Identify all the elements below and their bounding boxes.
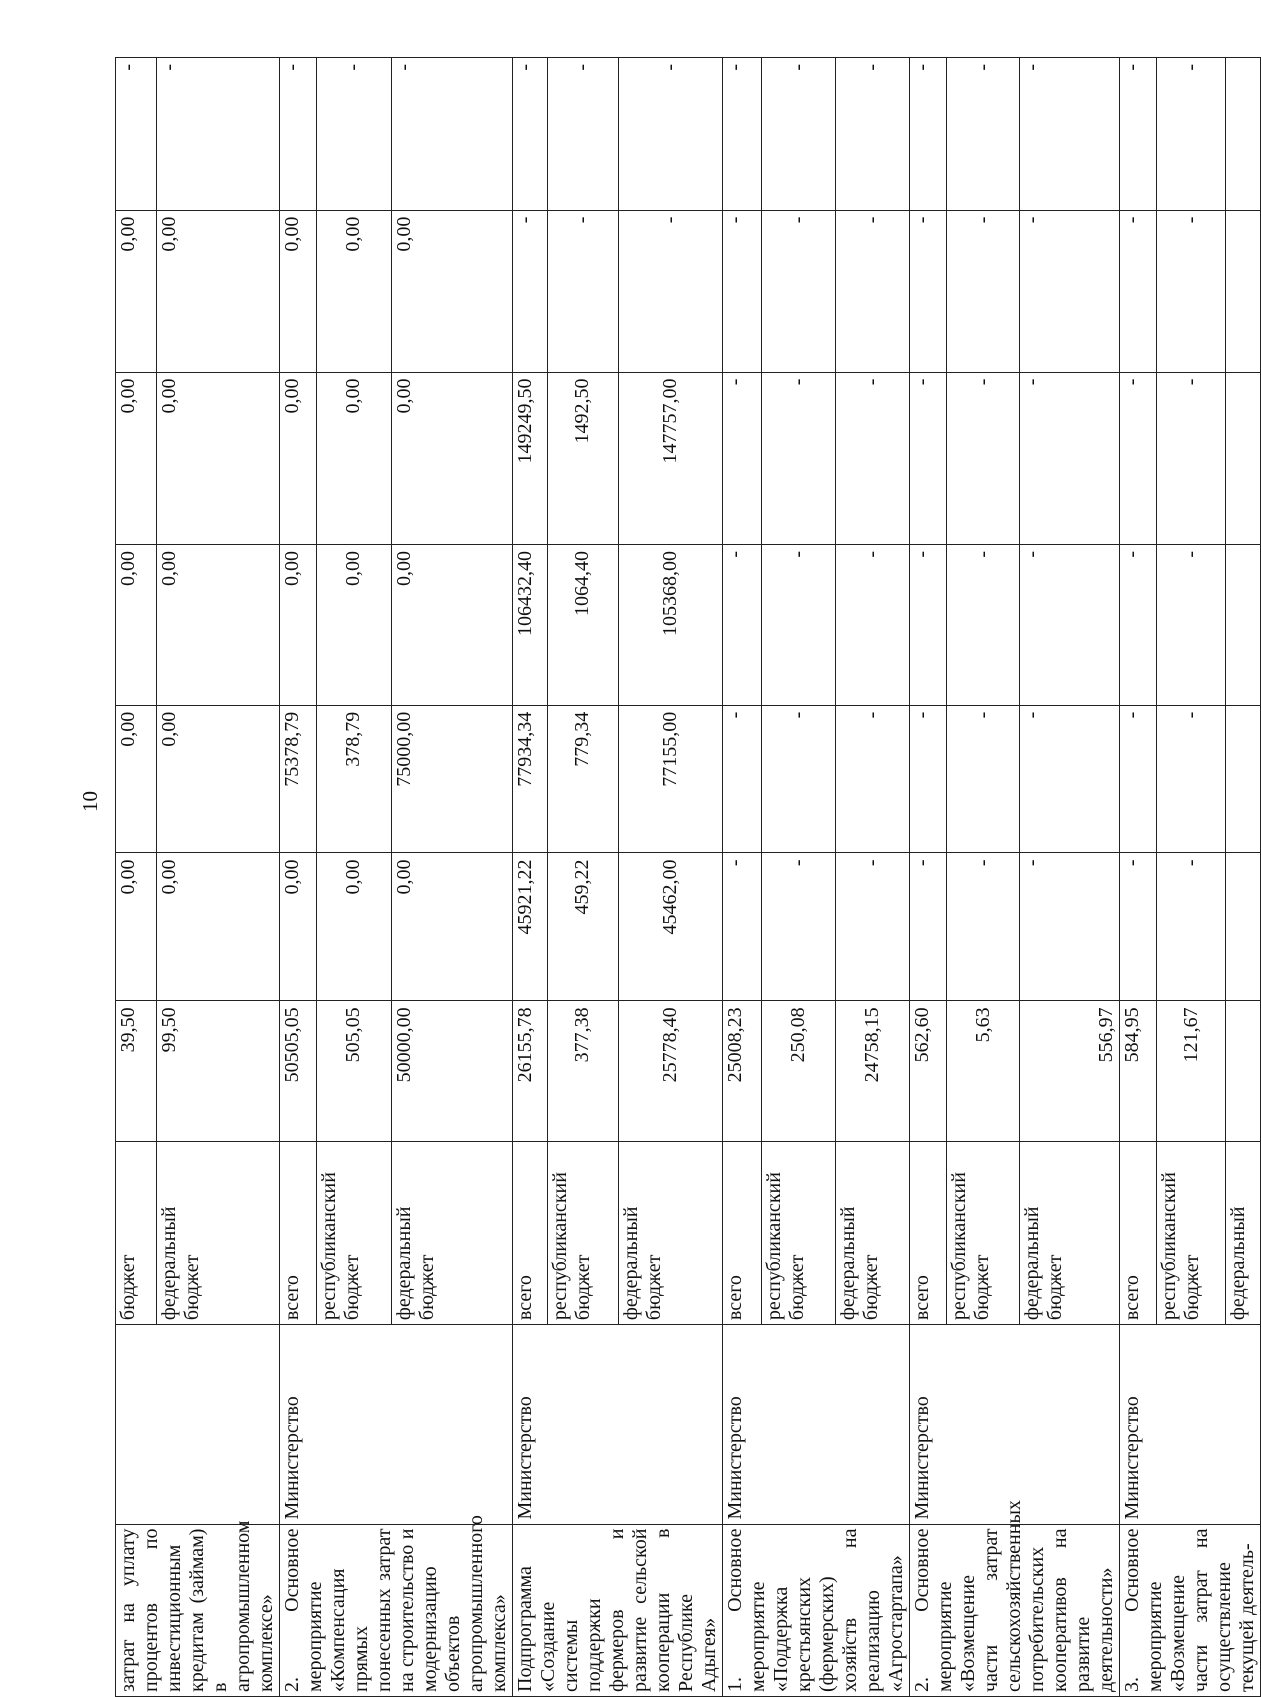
value-cell: - <box>910 544 947 705</box>
value-cell: - <box>391 58 512 211</box>
value-cell: - <box>513 58 548 211</box>
value-cell: - <box>316 58 391 211</box>
table-row <box>1120 58 1157 1697</box>
value-cell: 1064,40 <box>547 544 618 705</box>
value-cell: 459,22 <box>547 853 618 1001</box>
measure-name-cell: 1. Основное мероприятие «Поддержка крестьянских (фермерских) хозяйств на реализацию «Агростартапа» <box>723 1524 910 1696</box>
value-cell: 106432,40 <box>513 544 548 705</box>
value-cell: - <box>116 58 157 211</box>
value-cell: 75378,79 <box>280 705 317 853</box>
measure-name-cell: затрат на уплату процентов по инвестиционным кредитам (займам) в агропромышленном комплексе» <box>116 1524 280 1696</box>
value-cell: 0,00 <box>156 705 279 853</box>
value-cell: 779,34 <box>547 705 618 853</box>
value-cell: 45921,22 <box>513 853 548 1001</box>
value-cell: - <box>1020 705 1120 853</box>
value-cell: - <box>836 372 910 544</box>
value-cell: 584,95 <box>1120 1001 1157 1142</box>
value-cell: - <box>156 58 279 211</box>
value-cell: - <box>618 58 722 211</box>
value-cell: - <box>1157 372 1226 544</box>
value-cell: 0,00 <box>156 372 279 544</box>
value-cell: - <box>1120 853 1157 1001</box>
value-cell: - <box>1120 58 1157 211</box>
value-cell: - <box>618 210 722 372</box>
value-cell: 0,00 <box>156 544 279 705</box>
value-cell: - <box>762 210 836 372</box>
value-cell: - <box>1020 58 1120 211</box>
value-cell: 75000,00 <box>391 705 512 853</box>
budget-table <box>115 57 1261 1697</box>
value-cell: 0,00 <box>280 853 317 1001</box>
value-cell: 26155,78 <box>513 1001 548 1142</box>
value-cell: - <box>836 544 910 705</box>
value-cell: 556,97 <box>1020 1001 1120 1142</box>
value-cell: - <box>723 210 762 372</box>
value-cell: 5,63 <box>947 1001 1020 1142</box>
value-cell: - <box>947 58 1020 211</box>
value-cell: 0,00 <box>391 372 512 544</box>
value-cell: - <box>513 210 548 372</box>
value-cell: 149249,50 <box>513 372 548 544</box>
value-cell: - <box>1020 372 1120 544</box>
table-row <box>116 58 157 1697</box>
value-cell: 0,00 <box>116 372 157 544</box>
value-cell: 77934,34 <box>513 705 548 853</box>
value-cell: - <box>1020 544 1120 705</box>
value-cell: - <box>1157 210 1226 372</box>
source-cell: федеральный бюджет <box>836 1142 910 1325</box>
value-cell: 0,00 <box>316 210 391 372</box>
value-cell: 99,50 <box>156 1001 279 1142</box>
value-cell: - <box>910 705 947 853</box>
value-cell: - <box>547 58 618 211</box>
value-cell: 0,00 <box>391 210 512 372</box>
executor-cell: Министерство <box>910 1325 1120 1524</box>
value-cell: - <box>1120 210 1157 372</box>
value-cell: - <box>1157 705 1226 853</box>
page-number: 10 <box>78 791 102 812</box>
value-cell: 77155,00 <box>618 705 722 853</box>
source-cell: бюджет <box>116 1142 157 1325</box>
value-cell: - <box>947 705 1020 853</box>
value-cell: - <box>723 705 762 853</box>
source-cell: всего <box>513 1142 548 1325</box>
source-cell: республиканский бюджет <box>947 1142 1020 1325</box>
value-cell: - <box>947 372 1020 544</box>
value-cell: - <box>947 853 1020 1001</box>
value-cell: 0,00 <box>391 853 512 1001</box>
value-cell: - <box>280 58 317 211</box>
value-cell: - <box>836 210 910 372</box>
value-cell: - <box>947 544 1020 705</box>
value-cell: - <box>762 853 836 1001</box>
value-cell: - <box>836 705 910 853</box>
source-cell: федеральный бюджет <box>1020 1142 1120 1325</box>
value-cell: - <box>1020 210 1120 372</box>
executor-cell: Министерство <box>1120 1325 1261 1524</box>
value-cell: - <box>910 853 947 1001</box>
rotated-table-wrapper <box>115 57 1258 1697</box>
table-row <box>910 58 947 1697</box>
value-cell: - <box>1120 705 1157 853</box>
value-cell: 250,08 <box>762 1001 836 1142</box>
source-cell: федеральный бюджет <box>618 1142 722 1325</box>
value-cell: - <box>723 58 762 211</box>
executor-cell <box>116 1325 280 1524</box>
source-cell: всего <box>280 1142 317 1325</box>
value-cell: 0,00 <box>116 853 157 1001</box>
value-cell: - <box>1157 853 1226 1001</box>
value-cell <box>1226 853 1261 1001</box>
table-row <box>723 58 762 1697</box>
value-cell: - <box>1157 58 1226 211</box>
value-cell: - <box>723 544 762 705</box>
source-cell: федеральный <box>1226 1142 1261 1325</box>
value-cell: 0,00 <box>116 705 157 853</box>
value-cell <box>1226 58 1261 211</box>
source-cell: республиканский бюджет <box>1157 1142 1226 1325</box>
value-cell: - <box>1157 544 1226 705</box>
value-cell: 0,00 <box>316 853 391 1001</box>
source-cell: всего <box>723 1142 762 1325</box>
value-cell: - <box>1120 372 1157 544</box>
source-cell: федеральный бюджет <box>156 1142 279 1325</box>
value-cell: 0,00 <box>280 372 317 544</box>
value-cell: - <box>947 210 1020 372</box>
table-row <box>513 58 548 1697</box>
value-cell: 505,05 <box>316 1001 391 1142</box>
value-cell: 24758,15 <box>836 1001 910 1142</box>
value-cell: 1492,50 <box>547 372 618 544</box>
value-cell: 0,00 <box>280 210 317 372</box>
value-cell: 105368,00 <box>618 544 722 705</box>
value-cell: - <box>910 210 947 372</box>
source-cell: республиканский бюджет <box>547 1142 618 1325</box>
value-cell: 39,50 <box>116 1001 157 1142</box>
source-cell: республиканский бюджет <box>762 1142 836 1325</box>
executor-cell: Министерство <box>723 1325 910 1524</box>
value-cell: 121,67 <box>1157 1001 1226 1142</box>
value-cell: - <box>723 853 762 1001</box>
value-cell: - <box>910 58 947 211</box>
measure-name-cell: 3. Основное мероприятие «Возмещение части затрат на осуществление текущей деятель- <box>1120 1524 1261 1696</box>
source-cell: всего <box>910 1142 947 1325</box>
executor-cell: Министерство <box>280 1325 513 1524</box>
value-cell: 25778,40 <box>618 1001 722 1142</box>
value-cell: - <box>762 544 836 705</box>
measure-name-cell: 2. Основное мероприятие «Компенсация прямых понесенных затрат на строительство и модернизацию объектов агропромышленного комплекса» <box>280 1524 513 1696</box>
value-cell: 0,00 <box>316 372 391 544</box>
value-cell <box>1226 544 1261 705</box>
value-cell: 0,00 <box>116 544 157 705</box>
value-cell: 562,60 <box>910 1001 947 1142</box>
measure-name-cell: 2. Основное мероприятие «Возмещение части затрат сельскохозяйственных потребительских кооперативов на развитие деятельности» <box>910 1524 1120 1696</box>
value-cell: - <box>762 705 836 853</box>
value-cell <box>1226 210 1261 372</box>
source-cell: республиканский бюджет <box>316 1142 391 1325</box>
value-cell: 0,00 <box>116 210 157 372</box>
value-cell: - <box>1020 853 1120 1001</box>
value-cell: - <box>836 58 910 211</box>
value-cell: - <box>723 372 762 544</box>
value-cell: 50000,00 <box>391 1001 512 1142</box>
source-cell: федеральный бюджет <box>391 1142 512 1325</box>
value-cell: 378,79 <box>316 705 391 853</box>
source-cell: всего <box>1120 1142 1157 1325</box>
value-cell: - <box>762 372 836 544</box>
value-cell: - <box>547 210 618 372</box>
value-cell: 377,38 <box>547 1001 618 1142</box>
value-cell: 0,00 <box>391 544 512 705</box>
value-cell: 25008,23 <box>723 1001 762 1142</box>
value-cell: 50505,05 <box>280 1001 317 1142</box>
value-cell: - <box>1120 544 1157 705</box>
value-cell: 0,00 <box>156 853 279 1001</box>
measure-name-cell: Подпрограмма «Создание системы поддержки фермеров и развитие сельской кооперации в Республике Адыгея» <box>513 1524 723 1696</box>
table-row <box>280 58 317 1697</box>
value-cell: 0,00 <box>316 544 391 705</box>
value-cell: - <box>910 372 947 544</box>
value-cell: 147757,00 <box>618 372 722 544</box>
executor-cell: Министерство <box>513 1325 723 1524</box>
value-cell: 0,00 <box>156 210 279 372</box>
value-cell <box>1226 1001 1261 1142</box>
value-cell: - <box>762 58 836 211</box>
value-cell: 45462,00 <box>618 853 722 1001</box>
value-cell <box>1226 705 1261 853</box>
value-cell <box>1226 372 1261 544</box>
value-cell: - <box>836 853 910 1001</box>
value-cell: 0,00 <box>280 544 317 705</box>
